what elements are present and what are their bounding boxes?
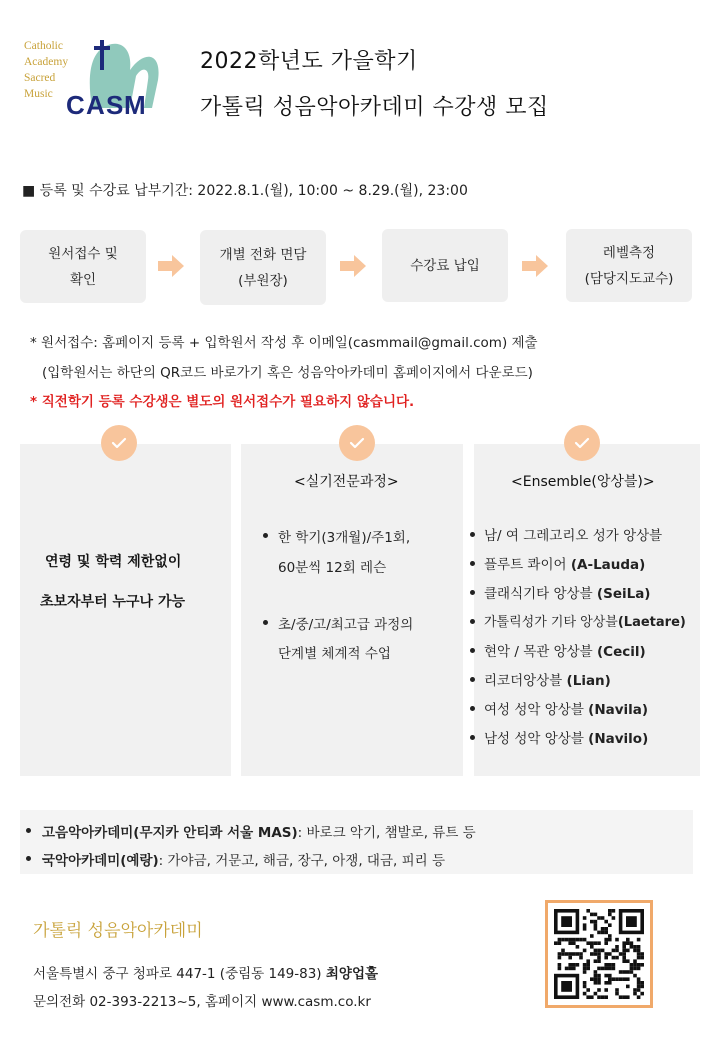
page-title-line1: 2022학년도 가을학기	[200, 49, 418, 74]
card-practical-course	[241, 444, 463, 776]
step-label: 확인	[69, 271, 97, 288]
arrow-right-icon	[340, 254, 366, 278]
page-title-line2: 가톨릭 성음악아카데미 수강생 모집	[200, 95, 549, 120]
qr-pattern	[548, 903, 650, 1005]
practical-course-title: <실기전문과정>	[294, 474, 399, 490]
step-level-test	[566, 229, 692, 302]
step-label: 원서접수 및	[48, 245, 118, 262]
ensemble-item: 리코더앙상블 (Lian)	[484, 673, 611, 689]
svg-text:C: C	[66, 90, 85, 120]
logo-line: Music	[24, 88, 53, 100]
korean-music-academy: 국악아카데미(예랑): 가야금, 거문고, 해금, 장구, 아쟁, 대금, 피리 등	[42, 853, 445, 869]
bullet-dot	[470, 590, 475, 595]
svg-text:S: S	[106, 90, 124, 120]
step-label: 수강료 납입	[410, 257, 480, 274]
note-returning-students: * 직전학기 등록 수강생은 별도의 원서접수가 필요하지 않습니다.	[30, 394, 415, 410]
bullet-dot	[470, 532, 475, 537]
bullet-dot	[263, 620, 268, 625]
note-download: (입학원서는 하단의 QR코드 바로가기 혹은 성음악아카데미 홈페이지에서 다운로드)	[42, 365, 533, 381]
ensemble-item: 클래식기타 앙상블 (SeiLa)	[484, 586, 651, 602]
logo-line: Academy	[24, 56, 69, 68]
ensemble-item: 현악 / 목관 앙상블 (Cecil)	[484, 644, 646, 660]
early-music-academy: 고음악아카데미(무지카 안티콰 서울 MAS): 바로크 악기, 챔발로, 류트 등	[42, 825, 476, 841]
step-label: 레벨측정	[602, 244, 656, 261]
arrow-right-icon	[158, 254, 184, 278]
bullet-dot	[26, 828, 31, 833]
check-icon	[339, 425, 375, 461]
step-interview	[200, 230, 326, 305]
eligibility-line2: 초보자부터 누구나 가능	[40, 594, 185, 610]
logo-mark-icon	[20, 30, 165, 125]
bullet-dot	[26, 856, 31, 861]
ensemble-item: 플루트 콰이어 (A-Lauda)	[484, 557, 646, 573]
footer-contact: 문의전화 02-393-2213~5, 홈페이지 www.casm.co.kr	[33, 994, 371, 1010]
logo-line: Catholic	[24, 40, 63, 52]
casm-logo	[20, 30, 165, 125]
step-application	[20, 230, 146, 303]
arrow-right-icon	[522, 254, 548, 278]
ensemble-title: <Ensemble(앙상블)>	[511, 474, 655, 490]
bullet-dot	[470, 619, 475, 624]
step-payment	[382, 229, 508, 302]
practical-course-item: 한 학기(3개월)/주1회,	[278, 530, 411, 546]
eligibility-line1: 연령 및 학력 제한없이	[45, 554, 182, 570]
bullet-dot	[470, 677, 475, 682]
footer-address: 서울특별시 중구 청파로 447-1 (중림동 149-83) 최양업홀	[33, 966, 379, 982]
ensemble-item: 남성 성악 앙상블 (Navilo)	[484, 731, 649, 747]
bullet-dot	[470, 706, 475, 711]
bullet-dot	[470, 561, 475, 566]
check-icon	[101, 425, 137, 461]
ensemble-item: 남/ 여 그레고리오 성가 앙상블	[484, 528, 663, 544]
logo-line: Sacred	[24, 72, 56, 84]
bullet-dot	[470, 648, 475, 653]
note-application: * 원서접수: 홈페이지 등록 + 입학원서 작성 후 이메일(casmmail@gmail.com) 제출	[30, 335, 538, 351]
practical-course-item: 단계별 체계적 수업	[278, 646, 391, 662]
bullet-dot	[470, 735, 475, 740]
registration-period: ■ 등록 및 수강료 납부기간: 2022.8.1.(월), 10:00 ~ 8.29.(월), 23:00	[22, 183, 468, 199]
svg-text:A: A	[86, 90, 105, 120]
bullet-dot	[263, 533, 268, 538]
qr-code-icon[interactable]	[545, 900, 653, 1008]
ensemble-item: 여성 성악 앙상블 (Navila)	[484, 702, 649, 718]
practical-course-item: 초/중/고/최고급 과정의	[278, 617, 414, 633]
check-icon	[564, 425, 600, 461]
practical-course-item: 60분씩 12회 레슨	[278, 560, 387, 576]
step-label: (담당지도교수)	[584, 270, 674, 287]
svg-text:M: M	[124, 90, 146, 120]
ensemble-item: 가톨릭성가 기타 앙상블(Laetare)	[484, 615, 686, 630]
footer-title: 가톨릭 성음악아카데미	[33, 921, 203, 941]
step-label: 개별 전화 면담	[219, 246, 307, 263]
step-label: (부원장)	[238, 272, 288, 289]
